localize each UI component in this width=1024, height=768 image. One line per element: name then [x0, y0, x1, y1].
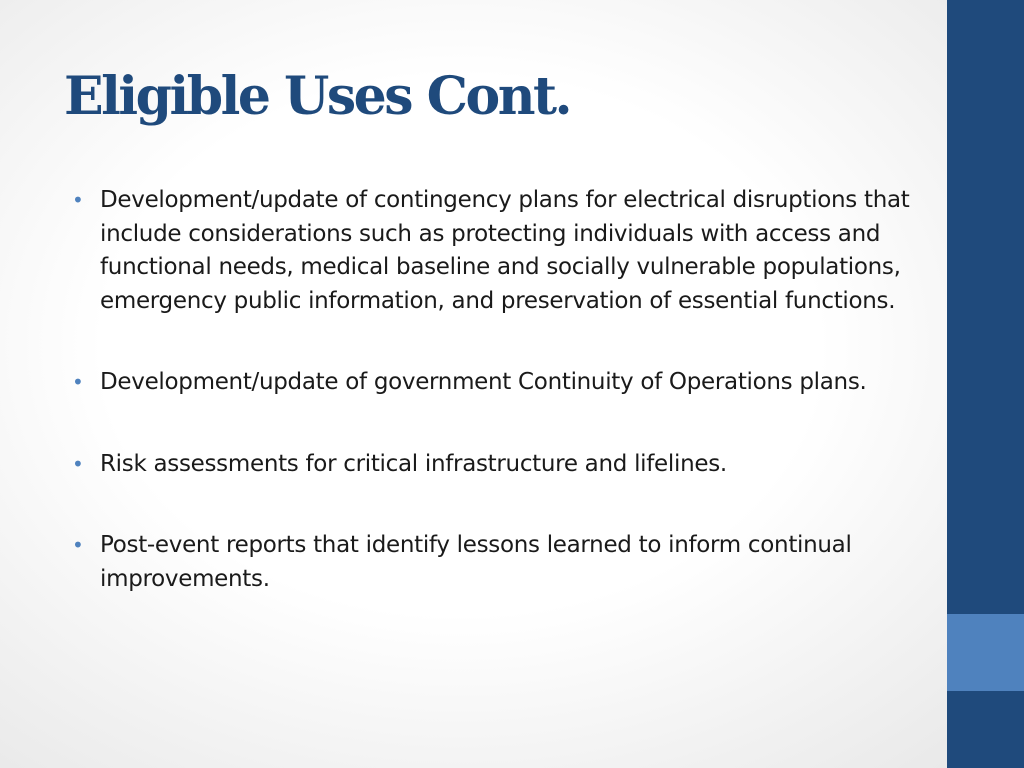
- bullet-text: Development/update of government Continuity of Operations plans.: [100, 369, 867, 395]
- slide-title: Eligible Uses Cont.: [64, 66, 571, 127]
- side-accent-block: [947, 614, 1024, 691]
- bullet-text: Post-event reports that identify lessons learned to inform continual improvements.: [100, 532, 852, 592]
- bullet-icon: •: [72, 188, 84, 212]
- bullet-item: [72, 366, 912, 400]
- bullet-list: [72, 184, 912, 596]
- bullet-text: Development/update of contingency plans for electrical disruptions that include considerations such as protecting individuals with access and functional needs, medical baseline and socially vulnerable populations, emergency public information, and preservation of essential functions.: [100, 187, 910, 314]
- bullet-icon: •: [72, 451, 84, 476]
- bullet-text: Risk assessments for critical infrastructure and lifelines.: [100, 450, 727, 477]
- bullet-item: [72, 448, 912, 482]
- bullet-icon: •: [72, 533, 84, 557]
- bullet-item: [72, 529, 912, 596]
- bullet-icon: •: [72, 370, 84, 394]
- bullet-item: [72, 184, 912, 318]
